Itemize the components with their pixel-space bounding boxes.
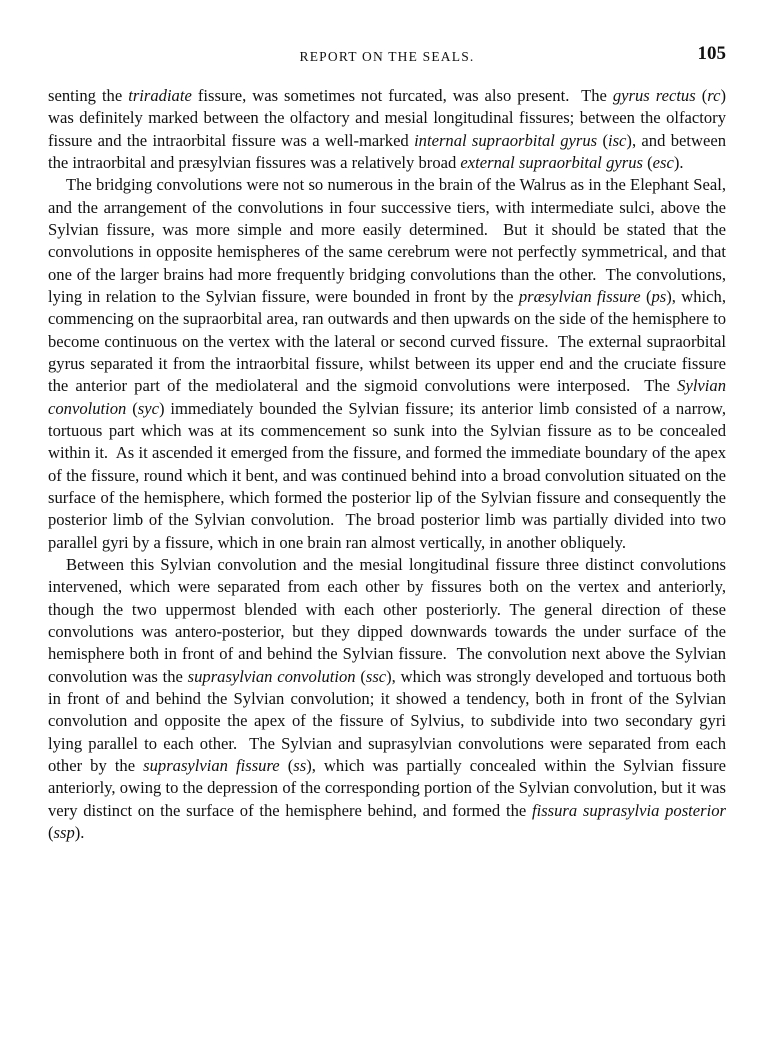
body-text	[48, 85, 726, 844]
running-title: REPORT ON THE SEALS.	[299, 49, 475, 64]
page-number: 105	[697, 43, 726, 64]
paragraph-2: The bridging convolutions were not so numerous in the brain of the Walrus as in the Elephant Seal, and the arrangement of the convolutions in four successive tiers, with intermediate sulci, above the Sylvian fissure, was more simple and more easily determined. But it should be stated that the convolutions in opposite hemispheres of the same cerebrum were not perfectly symmetrical, and that one of the larger brains had more frequently bridging convolutions than the other. The convolutions, lying in relation to the Sylvian fissure, were bounded in front by the præsylvian fissure (ps), which, commencing on the supraorbital area, ran outwards and then upwards on the side of the hemisphere to become continuous on the vertex with the lateral or second curved fissure. The external supraorbital gyrus separated it from the intraorbital fissure, whilst between its upper end and the cruciate fissure the anterior part of the mediolateral and the sigmoid convolutions were interposed. The Sylvian convolution (syc) immediately bounded the Sylvian fissure; its anterior limb consisted of a narrow, tortuous part which was at its commencement so sunk into the Sylvian fissure as to be concealed within it. As it ascended it emerged from the fissure, and formed the immediate boundary of the apex of the fissure, round which it bent, and was continued behind into a broad convolution situated on the surface of the hemisphere, which formed the posterior lip of the Sylvian fissure and consequently the posterior limb of the Sylvian convolution. The broad posterior limb was partially divided into two parallel gyri by a fissure, which in one brain ran almost vertically, in another obliquely.	[48, 175, 726, 552]
paragraph-3: Between this Sylvian convolution and the mesial longitudinal fissure three distinct convolutions intervened, which were separated from each other by fissures both on the vertex and anteriorly, though the two uppermost blended with each other posteriorly. The general direction of these convolutions was antero-posterior, but they dipped downwards towards the under surface of the hemisphere both in front of and behind the Sylvian fissure. The convolution next above the Sylvian convolution was the suprasylvian convolution (ssc), which was strongly developed and tortuous both in front of and behind the Sylvian convolution; it showed a tendency, both in front of the Sylvian convolution and opposite the apex of the fissure of Sylvius, to subdivide into two secondary gyri lying parallel to each other. The Sylvian and suprasylvian convolutions were separated from each other by the suprasylvian fissure (ss), which was partially concealed within the Sylvian fissure anteriorly, owing to the depression of the corresponding portion of the Sylvian convolution, but it was very distinct on the surface of the hemisphere behind, and formed the fissura suprasylvia posterior (ssp).	[48, 554, 726, 842]
paragraph-1: senting the triradiate fissure, was sometimes not furcated, was also present. The gyrus rectus (rc) was definitely marked between the olfactory and mesial longitudinal fissures; between the olfactory fissure and the intraorbital fissure was a well-marked internal supraorbital gyrus (isc), and between the intraorbital and præsylvian fissures was a relatively broad external supraorbital gyrus (esc).	[48, 86, 726, 172]
running-header	[48, 43, 726, 71]
